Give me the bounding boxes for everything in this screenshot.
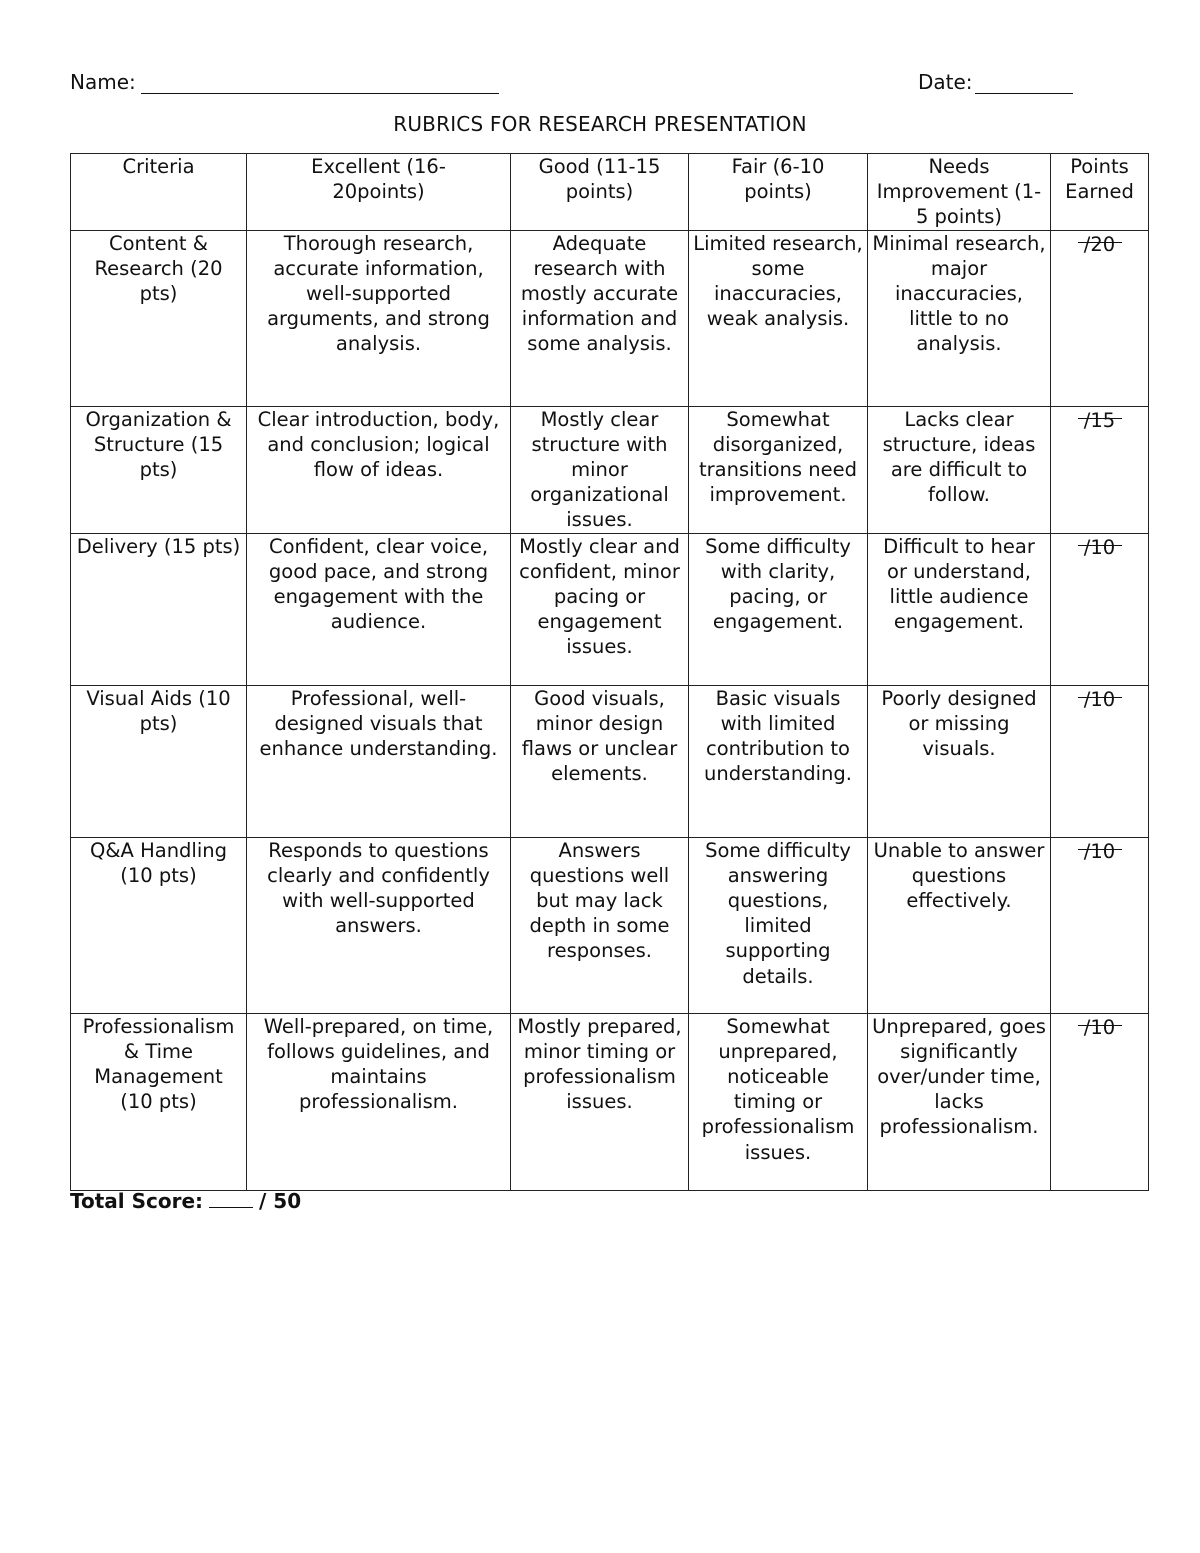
- score-max: /15: [1083, 408, 1116, 432]
- fair-cell: Somewhat disorganized, transitions need improvement.: [689, 406, 868, 533]
- good-cell: Mostly clear and confident, minor pacing or engagement issues.: [511, 533, 689, 685]
- total-score-max: / 50: [259, 1189, 302, 1213]
- table-row: [71, 406, 1149, 533]
- table-row: [71, 1013, 1149, 1190]
- table-row: [71, 837, 1149, 1013]
- excellent-cell: Clear introduction, body, and conclusion; logical flow of ideas.: [247, 406, 511, 533]
- needs-improvement-cell: Unprepared, goes significantly over/under time, lacks professionalism.: [868, 1013, 1051, 1190]
- points-earned-cell[interactable]: [1051, 533, 1149, 685]
- needs-improvement-cell: Poorly designed or missing visuals.: [868, 685, 1051, 837]
- fair-cell: Some difficulty answering questions, limited supporting details.: [689, 837, 868, 1013]
- points-earned-cell[interactable]: [1051, 685, 1149, 837]
- criteria-cell: Q&A Handling (10 pts): [71, 837, 247, 1013]
- needs-improvement-cell: Lacks clear structure, ideas are difficult to follow.: [868, 406, 1051, 533]
- column-header-good: Good (11-15 points): [511, 154, 689, 231]
- score-max: /10: [1083, 687, 1116, 711]
- criteria-cell: Visual Aids (10 pts): [71, 685, 247, 837]
- column-header-excellent: Excellent (16-20points): [247, 154, 511, 231]
- good-cell: Adequate research with mostly accurate information and some analysis.: [511, 230, 689, 406]
- fair-cell: Somewhat unprepared, noticeable timing or professionalism issues.: [689, 1013, 868, 1190]
- table-row: [71, 533, 1149, 685]
- points-earned-cell[interactable]: [1051, 837, 1149, 1013]
- date-label: Date:: [918, 70, 973, 94]
- needs-improvement-cell: Unable to answer questions effectively.: [868, 837, 1051, 1013]
- total-score-label: Total Score:: [70, 1189, 204, 1213]
- column-header-needs-improvement: Needs Improvement (1-5 points): [868, 154, 1051, 231]
- criteria-cell: Professionalism & Time Management (10 pts): [71, 1013, 247, 1190]
- criteria-cell: Delivery (15 pts): [71, 533, 247, 685]
- fair-cell: Some difficulty with clarity, pacing, or engagement.: [689, 533, 868, 685]
- column-header-points-earned: Points Earned: [1051, 154, 1149, 231]
- needs-improvement-cell: Minimal research, major inaccuracies, little to no analysis.: [868, 230, 1051, 406]
- header-row: [71, 154, 1149, 231]
- table-row: [71, 685, 1149, 837]
- points-earned-cell[interactable]: [1051, 230, 1149, 406]
- total-score-blank-line[interactable]: [209, 1206, 253, 1208]
- score-max: /10: [1083, 839, 1116, 863]
- table-row: [71, 230, 1149, 406]
- total-score: [70, 1189, 301, 1213]
- excellent-cell: Confident, clear voice, good pace, and strong engagement with the audience.: [247, 533, 511, 685]
- points-earned-cell[interactable]: [1051, 406, 1149, 533]
- fair-cell: Limited research, some inaccuracies, weak analysis.: [689, 230, 868, 406]
- excellent-cell: Professional, well-designed visuals that enhance understanding.: [247, 685, 511, 837]
- criteria-cell: Content & Research (20 pts): [71, 230, 247, 406]
- document-title: RUBRICS FOR RESEARCH PRESENTATION: [393, 112, 807, 136]
- excellent-cell: Well-prepared, on time, follows guidelines, and maintains professionalism.: [247, 1013, 511, 1190]
- score-max: /10: [1083, 535, 1116, 559]
- rubric-table: [70, 153, 1149, 1191]
- needs-improvement-cell: Difficult to hear or understand, little audience engagement.: [868, 533, 1051, 685]
- name-blank-line: [141, 93, 499, 94]
- score-max: /10: [1083, 1015, 1116, 1039]
- header-fields: [70, 70, 1076, 98]
- good-cell: Answers questions well but may lack depth in some responses.: [511, 837, 689, 1013]
- criteria-cell: Organization & Structure (15 pts): [71, 406, 247, 533]
- good-cell: Mostly prepared, minor timing or professionalism issues.: [511, 1013, 689, 1190]
- name-label: Name:: [70, 70, 136, 94]
- good-cell: Mostly clear structure with minor organizational issues.: [511, 406, 689, 533]
- date-blank-line: [975, 93, 1073, 94]
- column-header-fair: Fair (6-10 points): [689, 154, 868, 231]
- score-max: /20: [1083, 232, 1116, 256]
- good-cell: Good visuals, minor design flaws or unclear elements.: [511, 685, 689, 837]
- excellent-cell: Thorough research, accurate information, well-supported arguments, and strong analysis.: [247, 230, 511, 406]
- points-earned-cell[interactable]: [1051, 1013, 1149, 1190]
- fair-cell: Basic visuals with limited contribution to understanding.: [689, 685, 868, 837]
- column-header-criteria: Criteria: [71, 154, 247, 231]
- excellent-cell: Responds to questions clearly and confidently with well-supported answers.: [247, 837, 511, 1013]
